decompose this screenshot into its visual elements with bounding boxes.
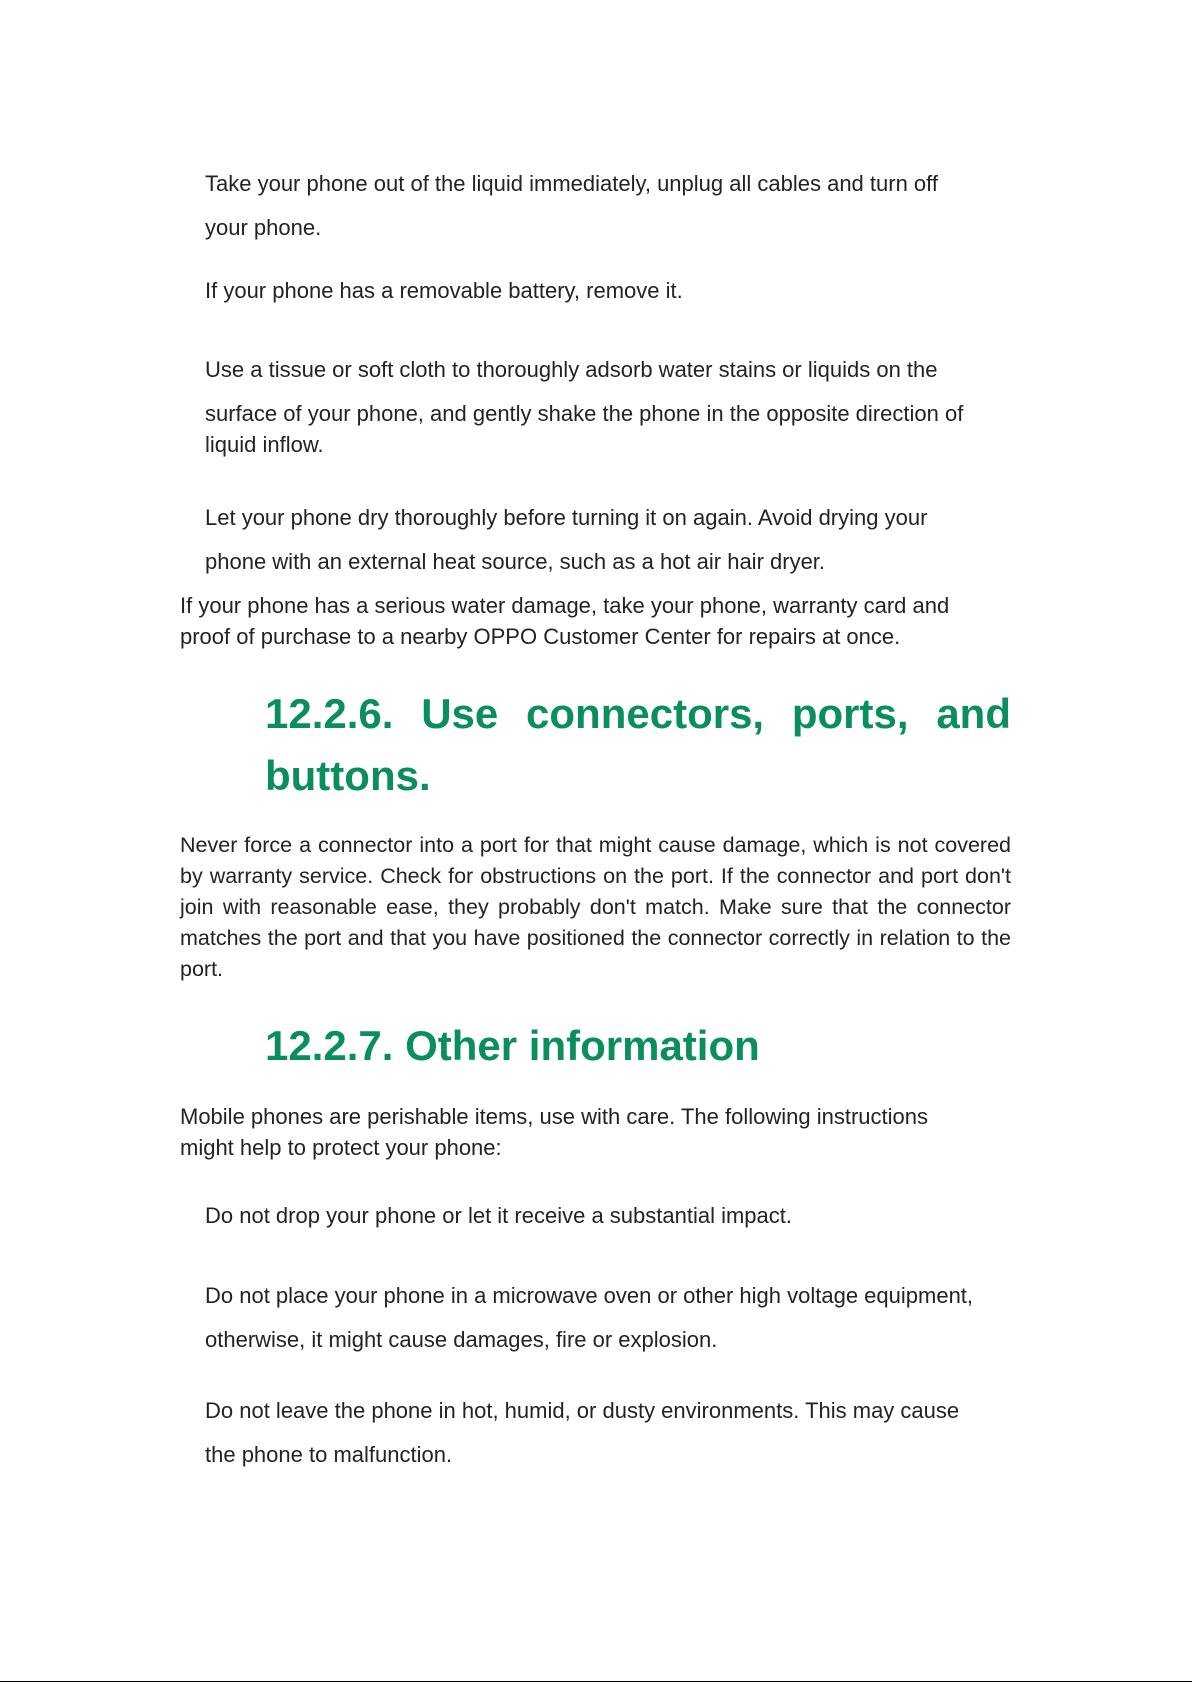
bullet-item — [205, 162, 1025, 250]
bullet-item — [205, 354, 1025, 460]
section-heading-other: 12.2.7. Other information — [265, 1022, 760, 1069]
section-heading-connectors — [265, 683, 1011, 807]
heading-word: ports, — [791, 690, 909, 737]
bullet-line: Take your phone out of the liquid immediately, unplug all cables and turn off — [205, 171, 938, 196]
bullet-item — [205, 1274, 1025, 1362]
heading-line-1 — [265, 683, 1011, 745]
water-damage-note: If your phone has a serious water damage, take your phone, warranty card and proof of purchase to a nearby OPPO Customer Center for repairs at once. — [180, 593, 950, 649]
bullet-item — [205, 1200, 1025, 1231]
bullet-line: liquid inflow. — [205, 432, 324, 457]
page-bottom-rule — [0, 1681, 1192, 1682]
bullet-line: Do not leave the phone in hot, humid, or dusty environments. This may cause — [205, 1398, 960, 1423]
heading-word: and — [936, 690, 1011, 737]
bullet-line: your phone. — [205, 215, 322, 240]
heading-word: 12.2.6. — [265, 690, 394, 737]
bullet-item — [205, 496, 1025, 584]
other-intro: Mobile phones are perishable items, use with care. The following instructions might help to protect your phone: — [180, 1104, 928, 1160]
bullet-line: Let your phone dry thoroughly before turning it on again. Avoid drying your — [205, 505, 928, 530]
bullet-line: otherwise, it might cause damages, fire or explosion. — [205, 1327, 718, 1352]
bullet-item — [205, 1389, 1025, 1477]
heading-word: connectors, — [526, 690, 765, 737]
bullet-line: Do not place your phone in a microwave oven or other high voltage equipment, — [205, 1283, 974, 1308]
bullet-item — [205, 275, 1025, 306]
bullet-line: the phone to malfunction. — [205, 1442, 453, 1467]
heading-word: Use — [421, 690, 499, 737]
bullet-line: Use a tissue or soft cloth to thoroughly adsorb water stains or liquids on the — [205, 357, 938, 382]
heading-line-2: buttons. — [265, 752, 431, 799]
connectors-body: Never force a connector into a port for that might cause damage, which is not covered by warranty service. Check for obstructions on the port. If the connector and port don't join with reasonable ease, they probably don't match. Make sure that the connector matches the port and that you have positioned the connector correctly in relation to the port. — [180, 833, 1011, 981]
bullet-line: phone with an external heat source, such as a hot air hair dryer. — [205, 549, 826, 574]
bullet-line: If your phone has a removable battery, remove it. — [205, 278, 683, 303]
bullet-line: Do not drop your phone or let it receive a substantial impact. — [205, 1203, 792, 1228]
bullet-line: surface of your phone, and gently shake the phone in the opposite direction of — [205, 401, 964, 426]
